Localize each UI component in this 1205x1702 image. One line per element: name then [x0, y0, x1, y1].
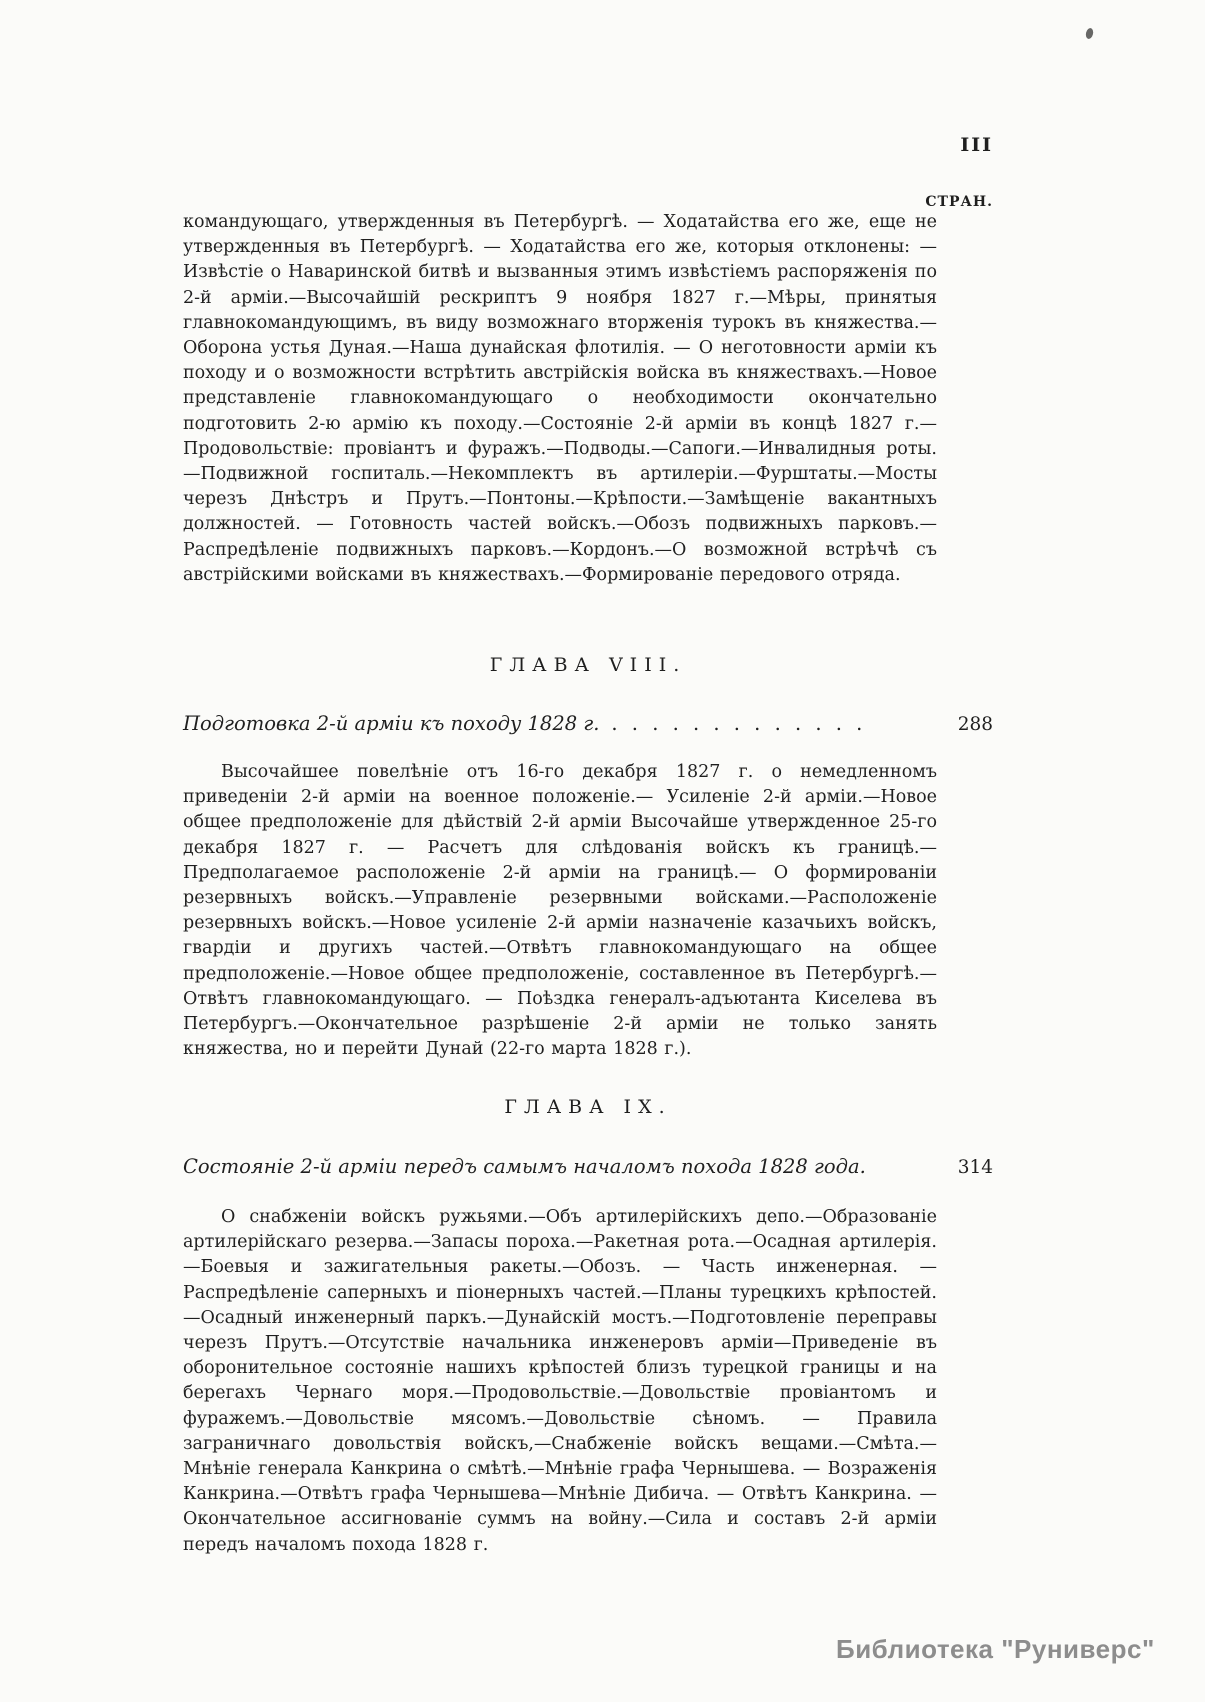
scan-speck-artifact	[1085, 27, 1094, 39]
chapter-ix-heading: ГЛАВА IX.	[504, 1096, 672, 1118]
toc-page-number: 314	[957, 1157, 993, 1178]
toc-entry-title: Подготовка 2-й арміи къ походу 1828 г.	[183, 712, 600, 735]
toc-dot-leader: . . . . . . . . . . . . .	[611, 712, 867, 735]
page-number: III	[960, 134, 993, 156]
chapter-vii-summary-continuation: командующаго, утвержденныя въ Петербургѣ. — Ходатайства его же, еще не утвержденныя въ Петербургѣ. — Ходатайства его же, которыя отклонены: — Извѣстіе о Наваринской битвѣ и вызванныя этимъ извѣстіемъ распоряженія по 2-й арміи.—Высочайшій рескриптъ 9 ноября 1827 г.—Мѣры, принятыя главнокомандующимъ, въ виду возможнаго вторженія турокъ въ княжества.—Оборона устья Дуная.—Наша дунайская флотилія. — О неготовности арміи къ походу и о возможности встрѣтить австрійскія войска въ княжествахъ.—Новое представленіе главнокомандующаго о необходимости окончательно подготовить 2-ю армію къ походу.—Состояніе 2-й арміи въ концѣ 1827 г.—Продовольствіе: провіантъ и фуражъ.—Подводы.—Сапоги.—Инвалидныя роты.—Подвижной госпиталь.—Некомплектъ въ артилеріи.—Фурштаты.—Мосты черезъ Днѣстръ и Прутъ.—Понтоны.—Крѣпости.—Замѣщеніе вакантныхъ должностей. — Готовность частей войскъ.—Обозъ подвижныхъ парковъ.—Распредѣленіе подвижныхъ парковъ.—Кордонъ.—О возможной встрѣчѣ съ австрійскими войсками въ княжествахъ.—Формированіе передового отряда.	[183, 212, 937, 585]
chapter-ix-summary: О снабженіи войскъ ружьями.—Объ артилерійскихъ депо.—Образованіе артилерійскаго резерва.—Запасы пороха.—Ракетная рота.—Осадная артилерія.—Боевыя и зажигательныя ракеты.—Обозъ. — Часть инженерная. — Распредѣленіе саперныхъ и піонерныхъ частей.—Планы турецкихъ крѣпостей.—Осадный инженерный паркъ.—Дунайскій мостъ.—Подготовленіе переправы черезъ Прутъ.—Отсутствіе начальника инженеровъ арміи—Приведеніе въ оборонительное состояніе нашихъ крѣпостей близъ турецкой границы и на берегахъ Чернаго моря.—Продовольствіе.—Довольствіе провіантомъ и фуражемъ.—Довольствіе мясомъ.—Довольствіе сѣномъ. — Правила заграничнаго довольствія войскъ,—Снабженіе войскъ вещами.—Смѣта.—Мнѣніе генерала Канкрина о смѣтѣ.—Мнѣніе графа Чернышева. — Возраженія Канкрина.—Отвѣтъ графа Чернышева—Мнѣніе Дибича. — Отвѣтъ Канкрина. — Окончательное ассигнованіе суммъ на войну.—Сила и составъ 2-й арміи передъ началомъ похода 1828 г.	[183, 1207, 937, 1555]
toc-entry-chapter-ix	[183, 1155, 993, 1178]
toc-entry-chapter-viii	[183, 712, 993, 735]
library-watermark: Библиотека "Руниверс"	[836, 1634, 1155, 1664]
toc-entry-title: Состояніе 2-й арміи передъ самымъ началомъ похода 1828 года.	[183, 1155, 866, 1178]
chapter-viii-summary: Высочайшее повелѣніе отъ 16-го декабря 1827 г. о немедленномъ приведеніи 2-й арміи на военное положеніе.— Усиленіе 2-й арміи.—Новое общее предположеніе для дѣйствій 2-й арміи Высочайше утвержденное 25-го декабря 1827 г. — Расчетъ для слѣдованія войскъ къ границѣ.—Предполагаемое расположеніе 2-й арміи на границѣ.— О формированіи резервныхъ войскъ.—Управленіе резервными войсками.—Расположеніе резервныхъ войскъ.—Новое усиленіе 2-й арміи назначеніе казачьихъ войскъ, гвардіи и другихъ частей.—Отвѣтъ главнокомандующаго на общее предположеніе.—Новое общее предположеніе, составленное въ Петербургѣ.—Отвѣтъ главнокомандующаго. — Поѣздка генералъ-адъютанта Киселева въ Петербургъ.—Окончательное разрѣшеніе 2-й арміи не только занять княжества, но и перейти Дунай (22-го марта 1828 г.).	[183, 762, 937, 1060]
chapter-viii-heading: ГЛАВА VIII.	[489, 654, 687, 676]
page-column-header: СТРАН.	[925, 194, 993, 210]
toc-page-number: 288	[957, 714, 993, 735]
